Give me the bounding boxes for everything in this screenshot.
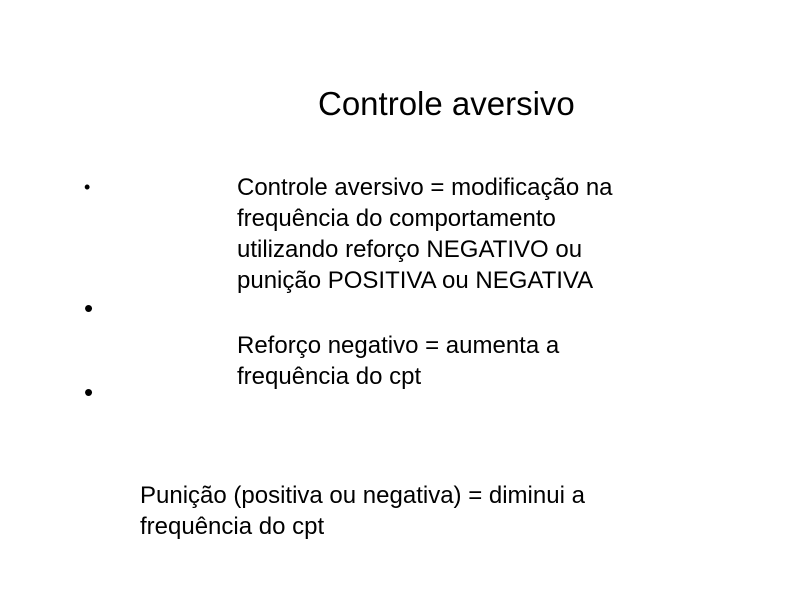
slide-title: Controle aversivo — [318, 85, 575, 122]
text-line: Punição (positiva ou negativa) = diminui a — [140, 482, 585, 509]
text-line: frequência do cpt — [237, 363, 422, 390]
bullet-marker: • — [84, 377, 94, 407]
text-line: frequência do cpt — [140, 513, 325, 540]
negative-reinforcement-paragraph — [237, 330, 559, 392]
text-line: punição POSITIVA ou NEGATIVA — [237, 267, 594, 294]
bullet-marker: • — [84, 293, 94, 323]
bullet-marker: • — [84, 177, 91, 197]
text-line: frequência do comportamento — [237, 205, 556, 232]
text-line: utilizando reforço NEGATIVO ou — [237, 236, 583, 263]
text-line: Controle aversivo = modificação na — [237, 174, 613, 201]
definition-paragraph — [237, 172, 613, 296]
text-line: Reforço negativo = aumenta a — [237, 332, 560, 359]
punishment-paragraph — [140, 480, 585, 542]
